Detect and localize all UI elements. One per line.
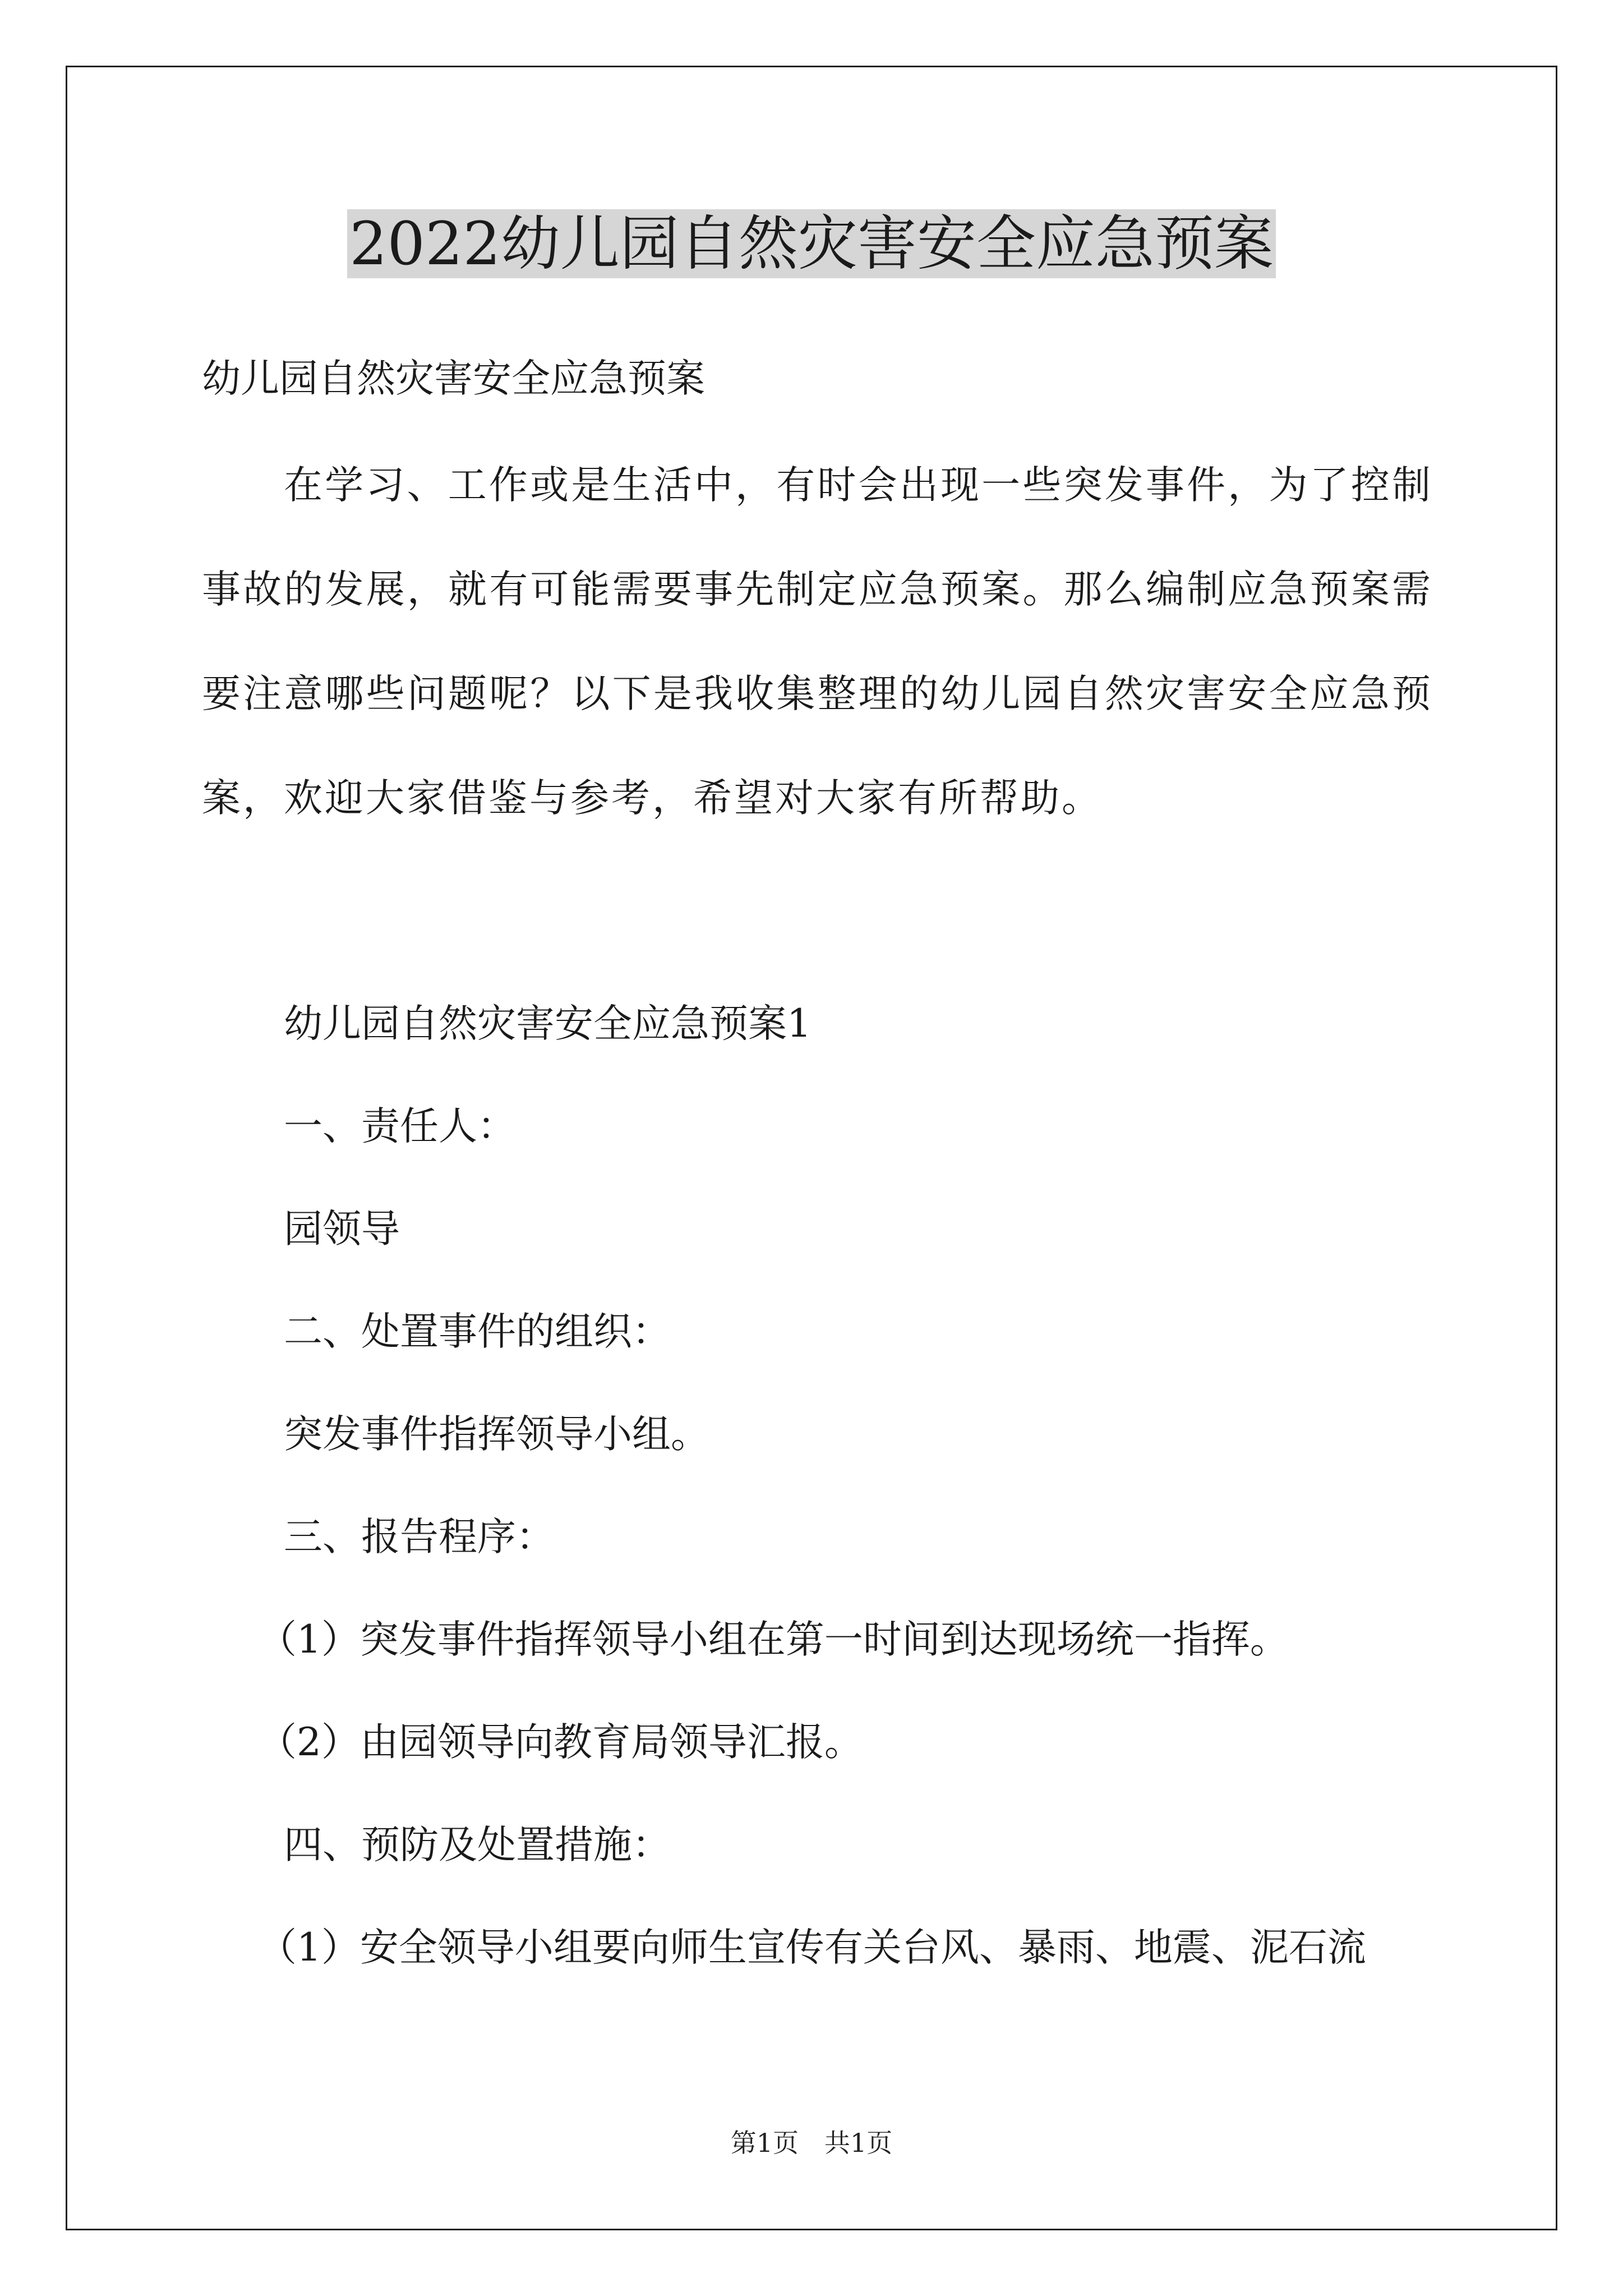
list-item: 突发事件指挥领导小组。 [284,1412,709,1457]
document-subtitle: 幼儿园自然灾害安全应急预案 [202,356,705,401]
list-item: 四、预防及处置措施： [284,1823,671,1867]
list-item: （1）安全领导小组要向师生宣传有关台风、暴雨、地震、泥石流 [258,1925,1366,1970]
list-item: 一、责任人： [284,1104,516,1149]
document-title: 2022幼儿园自然灾害安全应急预案 [0,199,1623,289]
list-item: 二、处置事件的组织： [284,1309,671,1354]
list-item: 三、报告程序： [284,1515,555,1559]
page-footer: 第1页 共1页 [730,2128,893,2158]
intro-paragraph: 在学习、工作或是生活中，有时会出现一些突发事件，为了控制事故的发展，就有可能需要事先制定应急预案。那么编制应急预案需要注意哪些问题呢？以下是我收集整理的幼儿园自然灾害安全应急预案，欢迎大家借鉴与参考，希望对大家有所帮助。 [202,463,1433,821]
section-heading: 幼儿园自然灾害安全应急预案1 [284,1001,811,1046]
list-item: （1）突发事件指挥领导小组在第一时间到达现场统一指挥。 [258,1617,1289,1662]
list-item: （2）由园领导向教育局领导汇报。 [258,1720,863,1765]
list-item: 园领导 [284,1207,400,1251]
